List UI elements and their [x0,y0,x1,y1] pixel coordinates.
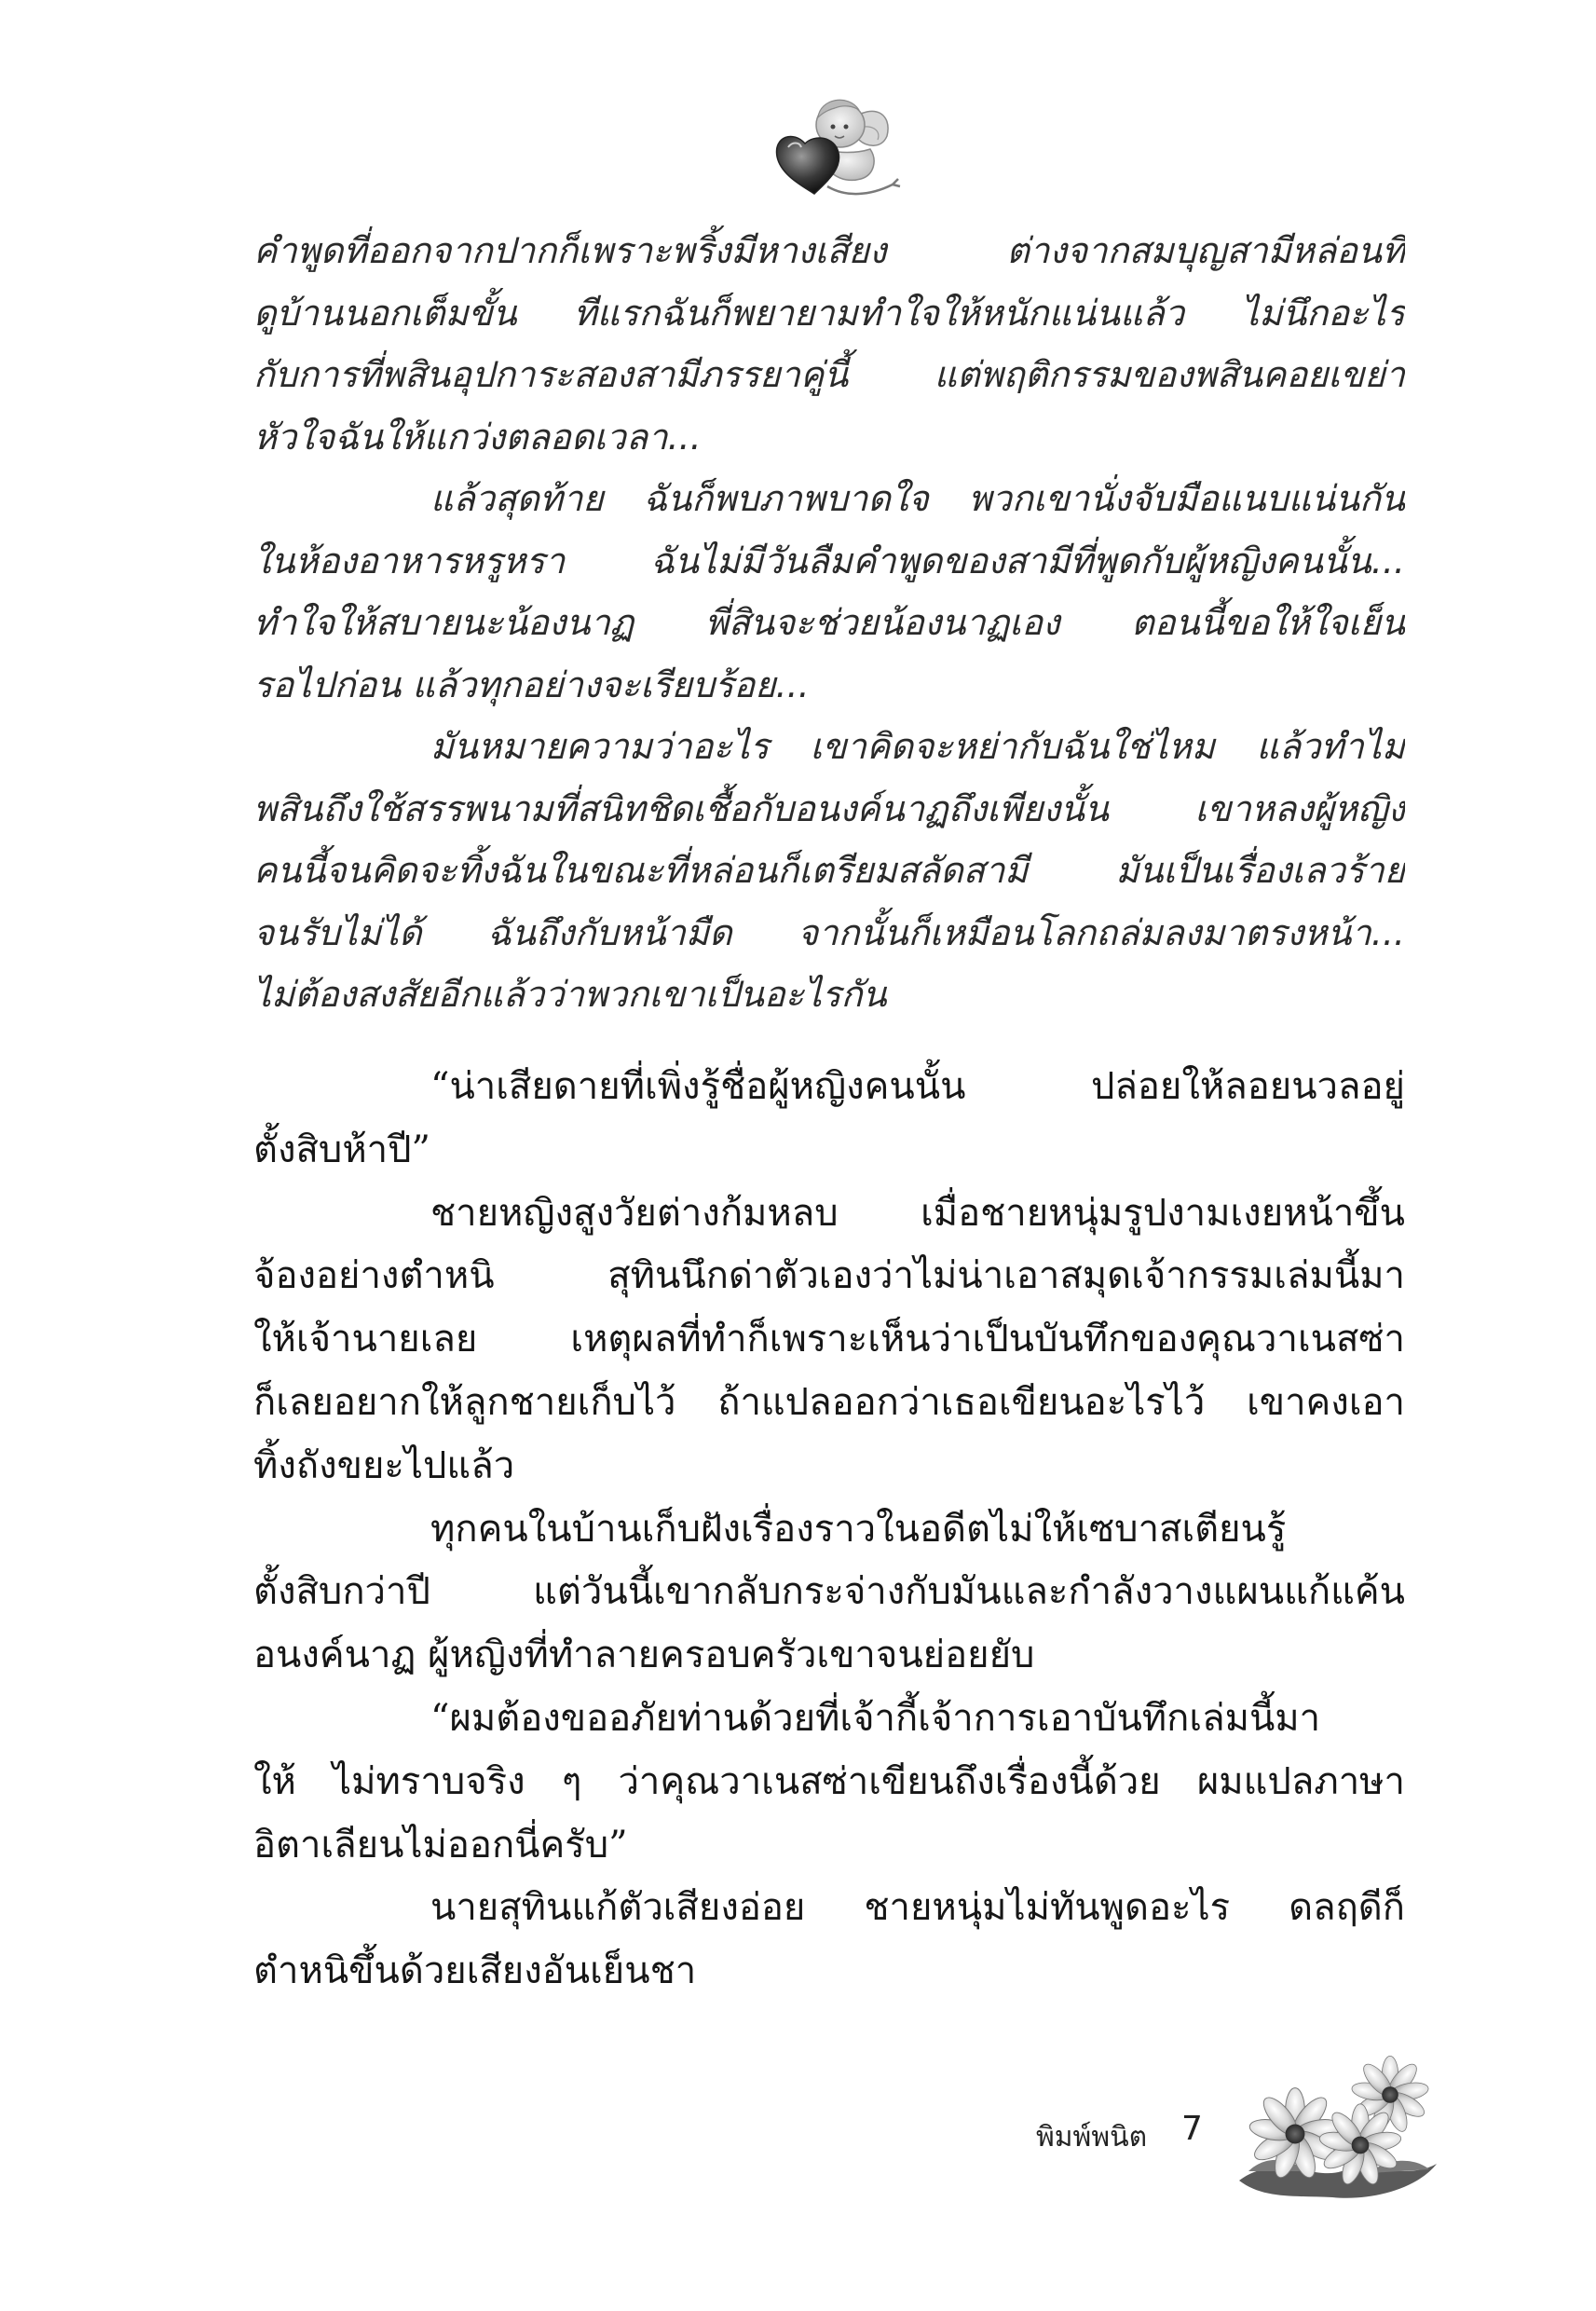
diary-line: แล้วสุดท้าย ฉันก็พบภาพบาดใจ พวกเขานั่งจับมือแนบแน่นกัน [430,478,1405,519]
diary-line: คนนี้จนคิดจะทิ้งฉันในขณะที่หล่อนก็เตรียมสลัดสามี มันเป็นเรื่องเลวร้าย [253,850,1405,891]
diary-line: จนรับไม่ได้ ฉันถึงกับหน้ามืด จากนั้นก็เหมือนโลกถล่มลงมาตรงหน้า... [253,911,1405,953]
diary-line: พสินถึงใช้สรรพนามที่สนิทชิดเชื้อกับอนงค์นาฏถึงเพียงนั้น เขาหลงผู้หญิง [253,787,1405,829]
body-line: ก็เลยอยากให้ลูกชายเก็บไว้ ถ้าแปลออกว่าเธอเขียนอะไรไว้ เขาคงเอา [253,1380,1405,1424]
book-title: พิมพ์พนิต [1036,2121,1148,2154]
body-line: ให้เจ้านายเลย เหตุผลที่ทำก็เพราะเห็นว่าเป็นบันทึกของคุณวาเนสซ่า [253,1318,1405,1361]
body-line: จ้องอย่างตำหนิ สุทินนึกด่าตัวเองว่าไม่น่าเอาสมุดเจ้ากรรมเล่มนี้มา [253,1254,1405,1298]
body-line: “ผมต้องขออภัยท่านด้วยที่เจ้ากี้เจ้าการเอาบันทึกเล่มนี้มา [430,1696,1321,1740]
diary-line: หัวใจฉันให้แกว่งตลอดเวลา... [253,416,702,458]
diary-line: ดูบ้านนอกเต็มขั้น ทีแรกฉันก็พยายามทำใจให้หนักแน่นแล้ว ไม่นึกอะไร [253,292,1405,334]
flower-cluster-icon [1230,2041,1444,2204]
diary-line: ในห้องอาหารหรูหรา ฉันไม่มีวันลืมคำพูดของสามีที่พูดกับผู้หญิงคนนั้น... [253,540,1405,581]
body-line: ตำหนิขึ้นด้วยเสียงอันเย็นชา [253,1949,697,1993]
body-line: นายสุทินแก้ตัวเสียงอ่อย ชายหนุ่มไม่ทันพูดอะไร ดลฤดีก็ [430,1886,1405,1930]
diary-line: ทำใจให้สบายนะน้องนาฏ พี่สินจะช่วยน้องนาฏเอง ตอนนี้ขอให้ใจเย็น [253,602,1405,643]
body-line: ตั้งสิบกว่าปี แต่วันนี้เขากลับกระจ่างกับมันและกำลังวางแผนแก้แค้น [253,1570,1405,1614]
body-line: ชายหญิงสูงวัยต่างก้มหลบ เมื่อชายหนุ่มรูปงามเงยหน้าขึ้น [430,1191,1405,1235]
body-line: “น่าเสียดายที่เพิ่งรู้ชื่อผู้หญิงคนนั้น ปล่อยให้ลอยนวลอยู่ [430,1065,1405,1108]
body-line: ให้ ไม่ทราบจริง ๆ ว่าคุณวาเนสซ่าเขียนถึงเรื่องนี้ด้วย ผมแปลภาษา [253,1759,1405,1803]
body-line: ตั้งสิบห้าปี” [253,1128,430,1171]
diary-line: กับการที่พสินอุปการะสองสามีภรรยาคู่นี้ แต่พฤติกรรมของพสินคอยเขย่า [253,354,1405,395]
diary-line: คำพูดที่ออกจากปากก็เพราะพริ้งมีหางเสียง ต่างจากสมบุญสามีหล่อนที่ [253,230,1405,271]
page-number: 7 [1181,2110,1203,2148]
diary-line: รอไปก่อน แล้วทุกอย่างจะเรียบร้อย... [253,663,810,705]
diary-excerpt [253,220,1405,1026]
body-line: อนงค์นาฏ ผู้หญิงที่ทำลายครอบครัวเขาจนย่อยยับ [253,1634,1035,1677]
body-line: ทุกคนในบ้านเก็บฝังเรื่องราวในอดีตไม่ให้เซบาสเตียนรู้ [430,1507,1287,1551]
body-line: อิตาเลียนไม่ออกนี่ครับ” [253,1823,628,1867]
diary-line: ไม่ต้องสงสัยอีกแล้วว่าพวกเขาเป็นอะไรกัน [253,974,887,1015]
diary-line: มันหมายความว่าอะไร เขาคิดจะหย่ากับฉันใช่ไหม แล้วทำไม [430,726,1405,767]
cherub-holding-heart-icon [762,82,902,203]
narrative-body [253,1056,1405,2003]
body-line: ทิ้งถังขยะไปแล้ว [253,1443,515,1487]
